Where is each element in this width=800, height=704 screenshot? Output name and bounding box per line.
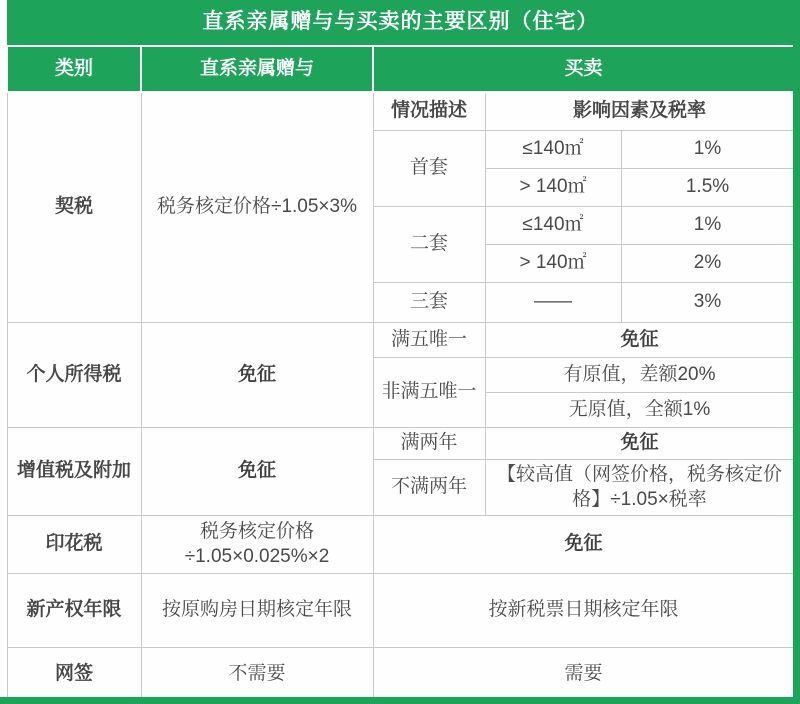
- online-sign-row: [7, 647, 794, 701]
- online-sign-category: 网签: [7, 647, 141, 701]
- property-age-sale-value: 按新税票日期核定年限: [373, 573, 794, 647]
- deed-tax-subheader-row: [7, 92, 794, 130]
- first-home-cond-2: > 140㎡: [485, 168, 621, 206]
- vat-category: 增值税及附加: [7, 427, 141, 515]
- header-category: 类别: [7, 46, 141, 92]
- stamp-tax-row: [7, 515, 794, 573]
- vat-situation-2: 不满两年: [373, 459, 485, 515]
- subheader-factors: 影响因素及税率: [485, 92, 794, 130]
- title-row: [7, 0, 794, 46]
- second-home-cond-2: > 140㎡: [485, 244, 621, 282]
- first-home-cond-1: ≤140㎡: [485, 130, 621, 168]
- income-tax-row-1: [7, 322, 794, 357]
- income-tax-gift-value: 免征: [141, 322, 373, 427]
- second-home-cond-1: ≤140㎡: [485, 206, 621, 244]
- second-home-rate-1: 1%: [621, 206, 794, 244]
- third-home-cond: ——: [485, 282, 621, 322]
- first-home-rate-2: 1.5%: [621, 168, 794, 206]
- income-tax-value-1: 免征: [485, 322, 794, 357]
- subheader-situation: 情况描述: [373, 92, 485, 130]
- vat-value-2: 【较高值（网签价格，税务核定价格】÷1.05×税率: [485, 459, 794, 515]
- online-sign-gift-value: 不需要: [141, 647, 373, 701]
- header-sale: 买卖: [373, 46, 794, 92]
- vat-row-1: [7, 427, 794, 459]
- vat-value-1: 免征: [485, 427, 794, 459]
- income-tax-situation-2: 非满五唯一: [373, 357, 485, 427]
- table-title: 直系亲属赠与与买卖的主要区别（住宅）: [7, 0, 794, 46]
- property-age-category: 新产权年限: [7, 573, 141, 647]
- case-second-home: 二套: [373, 206, 485, 282]
- vat-gift-value: 免征: [141, 427, 373, 515]
- property-age-row: [7, 573, 794, 647]
- stamp-tax-sale-value: 免征: [373, 515, 794, 573]
- vat-situation-1: 满两年: [373, 427, 485, 459]
- income-tax-value-3: 无原值，全额1%: [485, 392, 794, 427]
- case-first-home: 首套: [373, 130, 485, 206]
- online-sign-sale-value: 需要: [373, 647, 794, 701]
- second-home-rate-2: 2%: [621, 244, 794, 282]
- income-tax-value-2: 有原值，差额20%: [485, 357, 794, 392]
- deed-tax-category: 契税: [7, 92, 141, 322]
- comparison-table: [6, 0, 795, 702]
- first-home-rate-1: 1%: [621, 130, 794, 168]
- stamp-tax-gift-value: 税务核定价格÷1.05×0.025%×2: [141, 515, 373, 573]
- header-gift: 直系亲属赠与: [141, 46, 373, 92]
- property-age-gift-value: 按原购房日期核定年限: [141, 573, 373, 647]
- third-home-rate: 3%: [621, 282, 794, 322]
- column-header-row: [7, 46, 794, 92]
- case-third-home: 三套: [373, 282, 485, 322]
- stamp-tax-category: 印花税: [7, 515, 141, 573]
- deed-tax-gift-value: 税务核定价格÷1.05×3%: [141, 92, 373, 322]
- income-tax-situation-1: 满五唯一: [373, 322, 485, 357]
- income-tax-category: 个人所得税: [7, 322, 141, 427]
